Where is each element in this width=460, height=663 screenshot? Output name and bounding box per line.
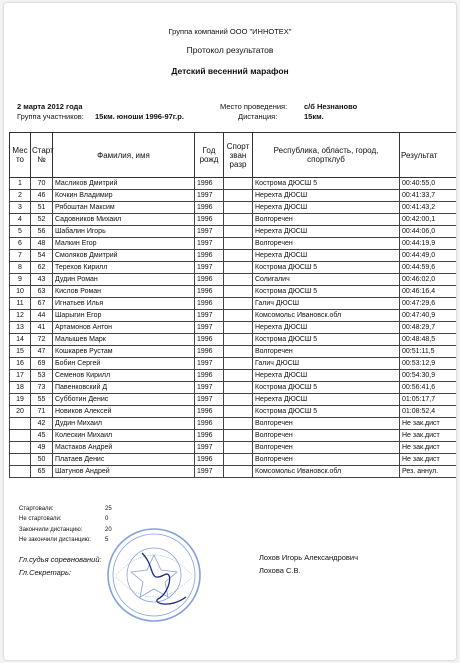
- cell-club: Нерехта ДЮСШ: [253, 202, 400, 214]
- cell-name: Артамонов Антон: [53, 322, 195, 334]
- cell-name: Кошкарев Рустам: [53, 346, 195, 358]
- cell-year: 1997: [195, 358, 224, 370]
- cell-place: 11: [10, 298, 31, 310]
- cell-rank: [224, 394, 253, 406]
- cell-rank: [224, 334, 253, 346]
- table-row: [10, 214, 457, 226]
- cell-year: 1996: [195, 334, 224, 346]
- place-value: с/б Незнаново: [304, 102, 358, 111]
- cell-year: 1996: [195, 430, 224, 442]
- cell-club: Волгоречен: [253, 418, 400, 430]
- cell-club: Волгоречен: [253, 346, 400, 358]
- cell-club: Волгоречен: [253, 454, 400, 466]
- cell-rank: [224, 298, 253, 310]
- header-result: Результат: [400, 133, 457, 178]
- cell-rank: [224, 310, 253, 322]
- cell-start: 48: [31, 238, 53, 250]
- cell-place: 20: [10, 406, 31, 418]
- cell-year: 1997: [195, 466, 224, 478]
- judge-name: Лохов Игорь Александрович: [259, 553, 358, 562]
- started-label: Стартовали:: [19, 506, 54, 512]
- cell-result: 00:47:40,9: [400, 310, 457, 322]
- cell-name: Шарыгин Егор: [53, 310, 195, 322]
- cell-result: 00:46:16,4: [400, 286, 457, 298]
- cell-club: Комсомольс Ивановск.обл: [253, 310, 400, 322]
- cell-start: 54: [31, 250, 53, 262]
- cell-rank: [224, 430, 253, 442]
- cell-start: 73: [31, 382, 53, 394]
- cell-year: 1997: [195, 190, 224, 202]
- cell-year: 1997: [195, 382, 224, 394]
- cell-year: 1996: [195, 406, 224, 418]
- cell-place: 15: [10, 346, 31, 358]
- cell-place: 9: [10, 274, 31, 286]
- cell-result: 00:42:00,1: [400, 214, 457, 226]
- table-row: [10, 406, 457, 418]
- cell-name: Смоляков Дмитрий: [53, 250, 195, 262]
- cell-start: 43: [31, 274, 53, 286]
- cell-start: 45: [31, 430, 53, 442]
- cell-name: Павенковский Д: [53, 382, 195, 394]
- cell-place: 4: [10, 214, 31, 226]
- cell-year: 1996: [195, 286, 224, 298]
- cell-result: 00:47:29,6: [400, 298, 457, 310]
- cell-start: 65: [31, 466, 53, 478]
- cell-club: Нерехта ДЮСШ: [253, 226, 400, 238]
- cell-place: [10, 418, 31, 430]
- cell-name: Садовников Михаил: [53, 214, 195, 226]
- table-row: [10, 454, 457, 466]
- cell-year: 1997: [195, 310, 224, 322]
- cell-club: Нерехта ДЮСШ: [253, 370, 400, 382]
- not-started-value: 0: [105, 516, 109, 522]
- cell-place: [10, 430, 31, 442]
- header-start-number: Старт №: [31, 133, 53, 178]
- not-finished-label: Не закончили дистанцию:: [19, 537, 91, 543]
- cell-year: 1996: [195, 298, 224, 310]
- cell-start: 49: [31, 442, 53, 454]
- table-row: [10, 310, 457, 322]
- cell-result: 00:51:11,5: [400, 346, 457, 358]
- cell-club: Нерехта ДЮСШ: [253, 322, 400, 334]
- cell-result: 00:41:33,7: [400, 190, 457, 202]
- distance-label: Дистанция:: [238, 112, 278, 121]
- cell-name: Терехов Кирилл: [53, 262, 195, 274]
- table-row: [10, 382, 457, 394]
- cell-place: 18: [10, 382, 31, 394]
- organization-name: Группа компаний ООО "ИННОТЕХ": [168, 27, 292, 36]
- cell-club: Нерехта ДЮСШ: [253, 190, 400, 202]
- cell-year: 1996: [195, 370, 224, 382]
- cell-start: 56: [31, 226, 53, 238]
- cell-club: Кострома ДЮСШ 5: [253, 334, 400, 346]
- table-row: [10, 202, 457, 214]
- cell-start: 63: [31, 286, 53, 298]
- cell-place: 8: [10, 262, 31, 274]
- cell-result: 00:54:30,9: [400, 370, 457, 382]
- table-row: [10, 358, 457, 370]
- table-row: [10, 226, 457, 238]
- table-row: [10, 322, 457, 334]
- cell-start: 71: [31, 406, 53, 418]
- cell-club: Нерехта ДЮСШ: [253, 250, 400, 262]
- cell-result: 00:48:29,7: [400, 322, 457, 334]
- cell-club: Кострома ДЮСШ 5: [253, 178, 400, 190]
- cell-rank: [224, 214, 253, 226]
- cell-result: Рез. аннул.: [400, 466, 457, 478]
- organization-seal-stamp: [104, 525, 204, 625]
- cell-result: 00:44:59,6: [400, 262, 457, 274]
- cell-rank: [224, 442, 253, 454]
- cell-rank: [224, 226, 253, 238]
- cell-year: 1997: [195, 322, 224, 334]
- distance-value: 15км.: [304, 112, 324, 121]
- cell-result: 00:56:41,6: [400, 382, 457, 394]
- cell-result: 00:53:12,9: [400, 358, 457, 370]
- place-label: Место проведения:: [220, 102, 288, 111]
- cell-name: Игнатьев Илья: [53, 298, 195, 310]
- cell-rank: [224, 178, 253, 190]
- group-label: Группа участников:: [17, 112, 84, 121]
- results-body: [10, 178, 457, 478]
- cell-club: Галич ДЮСШ: [253, 358, 400, 370]
- cell-club: Кострома ДЮСШ 5: [253, 382, 400, 394]
- cell-result: Не зак.дист: [400, 418, 457, 430]
- table-row: [10, 418, 457, 430]
- cell-rank: [224, 238, 253, 250]
- cell-start: 44: [31, 310, 53, 322]
- cell-year: 1996: [195, 454, 224, 466]
- cell-place: 12: [10, 310, 31, 322]
- not-finished-value: 5: [105, 537, 109, 543]
- cell-start: 53: [31, 370, 53, 382]
- header-club: Республика, область, город, спортклуб: [253, 133, 400, 178]
- cell-year: 1996: [195, 178, 224, 190]
- cell-name: Новиков Алексей: [53, 406, 195, 418]
- cell-start: 41: [31, 322, 53, 334]
- started-value: 25: [105, 506, 112, 512]
- cell-place: 14: [10, 334, 31, 346]
- cell-club: Волгоречен: [253, 238, 400, 250]
- cell-rank: [224, 358, 253, 370]
- cell-place: 5: [10, 226, 31, 238]
- cell-name: Масликов Дмитрий: [53, 178, 195, 190]
- event-date: 2 марта 2012 года: [17, 102, 83, 111]
- table-row: [10, 430, 457, 442]
- cell-rank: [224, 262, 253, 274]
- cell-start: 42: [31, 418, 53, 430]
- cell-start: 46: [31, 190, 53, 202]
- cell-start: 70: [31, 178, 53, 190]
- header-name: Фамилия, имя: [53, 133, 195, 178]
- cell-result: 00:46:02,0: [400, 274, 457, 286]
- cell-name: Колескин Михаил: [53, 430, 195, 442]
- cell-place: 3: [10, 202, 31, 214]
- cell-start: 51: [31, 202, 53, 214]
- cell-name: Дудин Роман: [53, 274, 195, 286]
- cell-name: Дудин Михаил: [53, 418, 195, 430]
- cell-rank: [224, 190, 253, 202]
- cell-place: [10, 442, 31, 454]
- results-table: [9, 132, 456, 478]
- cell-result: 01:05:17,7: [400, 394, 457, 406]
- cell-result: 00:44:19,9: [400, 238, 457, 250]
- cell-start: 62: [31, 262, 53, 274]
- cell-year: 1997: [195, 226, 224, 238]
- cell-start: 52: [31, 214, 53, 226]
- cell-club: Кострома ДЮСШ 5: [253, 286, 400, 298]
- cell-name: Платаев Денис: [53, 454, 195, 466]
- table-row: [10, 334, 457, 346]
- cell-club: Волгоречен: [253, 430, 400, 442]
- cell-start: 50: [31, 454, 53, 466]
- table-row: [10, 274, 457, 286]
- cell-rank: [224, 250, 253, 262]
- cell-name: Рябоштан Максим: [53, 202, 195, 214]
- cell-result: Не зак.дист: [400, 442, 457, 454]
- table-row: [10, 466, 457, 478]
- cell-name: Бобин Сергей: [53, 358, 195, 370]
- cell-rank: [224, 382, 253, 394]
- cell-name: Кислов Роман: [53, 286, 195, 298]
- cell-year: 1996: [195, 346, 224, 358]
- cell-year: 1996: [195, 202, 224, 214]
- not-started-label: Не стартовали:: [19, 516, 62, 522]
- group-value: 15км. юноши 1996-97г.р.: [95, 112, 184, 121]
- table-header-row: [10, 133, 457, 178]
- cell-place: [10, 466, 31, 478]
- cell-rank: [224, 370, 253, 382]
- cell-start: 72: [31, 334, 53, 346]
- cell-year: 1997: [195, 394, 224, 406]
- cell-club: Кострома ДЮСШ 5: [253, 262, 400, 274]
- cell-place: 16: [10, 358, 31, 370]
- secretary-label: Гл.Секретарь:: [19, 568, 71, 577]
- cell-rank: [224, 454, 253, 466]
- cell-place: 7: [10, 250, 31, 262]
- event-title: Детский весенний марафон: [171, 66, 289, 76]
- cell-place: 6: [10, 238, 31, 250]
- cell-rank: [224, 406, 253, 418]
- secretary-name: Лохова С.В.: [259, 566, 301, 575]
- table-row: [10, 250, 457, 262]
- cell-year: 1996: [195, 214, 224, 226]
- table-row: [10, 442, 457, 454]
- cell-name: Кочкин Владимир: [53, 190, 195, 202]
- cell-result: 00:44:49,0: [400, 250, 457, 262]
- cell-club: Галич ДЮСШ: [253, 298, 400, 310]
- protocol-title: Протокол результатов: [186, 45, 274, 55]
- cell-start: 47: [31, 346, 53, 358]
- header-birth-year: Год рожд: [195, 133, 224, 178]
- cell-result: 00:40:55,0: [400, 178, 457, 190]
- cell-rank: [224, 286, 253, 298]
- cell-rank: [224, 274, 253, 286]
- cell-name: Малышев Марк: [53, 334, 195, 346]
- protocol-sheet: [4, 3, 456, 660]
- cell-club: Волгоречен: [253, 442, 400, 454]
- cell-club: Нерехта ДЮСШ: [253, 394, 400, 406]
- cell-club: Комсомольс Ивановск.обл: [253, 466, 400, 478]
- cell-name: Субботин Денис: [53, 394, 195, 406]
- cell-result: Не зак.дист: [400, 430, 457, 442]
- cell-result: 00:48:48,5: [400, 334, 457, 346]
- cell-start: 55: [31, 394, 53, 406]
- table-row: [10, 394, 457, 406]
- cell-start: 69: [31, 358, 53, 370]
- cell-name: Семенов Кирилл: [53, 370, 195, 382]
- cell-year: 1997: [195, 442, 224, 454]
- cell-rank: [224, 322, 253, 334]
- cell-place: [10, 454, 31, 466]
- cell-result: 01:08:52,4: [400, 406, 457, 418]
- cell-year: 1996: [195, 250, 224, 262]
- cell-place: 10: [10, 286, 31, 298]
- cell-place: 13: [10, 322, 31, 334]
- finished-label: Закончили дистанцию:: [19, 527, 83, 533]
- cell-rank: [224, 202, 253, 214]
- table-row: [10, 190, 457, 202]
- cell-start: 67: [31, 298, 53, 310]
- cell-club: Солигалич: [253, 274, 400, 286]
- cell-place: 19: [10, 394, 31, 406]
- cell-year: 1997: [195, 238, 224, 250]
- cell-year: 1996: [195, 418, 224, 430]
- cell-rank: [224, 466, 253, 478]
- cell-year: 1996: [195, 274, 224, 286]
- cell-place: 1: [10, 178, 31, 190]
- cell-club: Кострома ДЮСШ 5: [253, 406, 400, 418]
- cell-name: Шатунов Андрей: [53, 466, 195, 478]
- table-row: [10, 178, 457, 190]
- cell-place: 2: [10, 190, 31, 202]
- header-sport-rank: Спорт зван разр: [224, 133, 253, 178]
- cell-result: Не зак.дист: [400, 454, 457, 466]
- judge-label: Гл.судья соревнований:: [19, 555, 102, 564]
- cell-name: Малкин Егор: [53, 238, 195, 250]
- table-row: [10, 238, 457, 250]
- header-place: Мес то: [10, 133, 31, 178]
- table-row: [10, 346, 457, 358]
- table-row: [10, 298, 457, 310]
- table-row: [10, 262, 457, 274]
- cell-rank: [224, 418, 253, 430]
- cell-year: 1997: [195, 262, 224, 274]
- table-row: [10, 370, 457, 382]
- cell-place: 17: [10, 370, 31, 382]
- cell-rank: [224, 346, 253, 358]
- cell-club: Волгоречен: [253, 214, 400, 226]
- cell-name: Шабалин Игорь: [53, 226, 195, 238]
- cell-result: 00:44:06,0: [400, 226, 457, 238]
- finished-value: 20: [105, 527, 112, 533]
- cell-name: Мастаков Андрей: [53, 442, 195, 454]
- table-row: [10, 286, 457, 298]
- cell-result: 00:41:43,2: [400, 202, 457, 214]
